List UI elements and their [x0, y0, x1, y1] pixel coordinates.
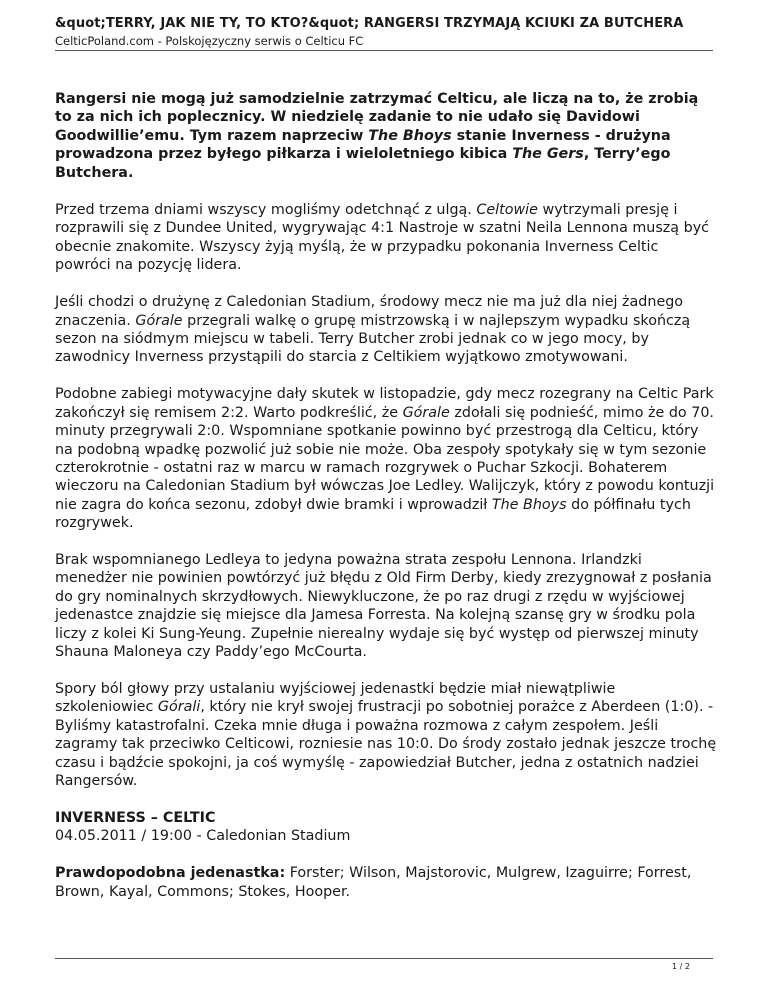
p1-text-a: Przed trzema dniami wszyscy mogliśmy odetchnąć z ulgą.: [55, 202, 477, 219]
header-divider: [55, 50, 713, 51]
lead-italic-2: The Gers: [512, 146, 584, 163]
match-title: INVERNESS – CELTIC: [55, 809, 216, 826]
lineup-players: Forster; Wilson, Majstorovic, Mulgrew, Izaguirre; Forrest, Brown, Kayal, Commons; Stokes, Hooper.: [55, 865, 692, 900]
p3-italic-2: The Bhoys: [491, 496, 567, 513]
match-info: [55, 809, 717, 846]
paragraph-4: [55, 551, 717, 661]
footer-divider: [55, 958, 713, 959]
article-lead: [55, 90, 717, 182]
page-title: &quot;TERRY, JAK NIE TY, TO KTO?&quot; RANGERSI TRZYMAJĄ KCIUKI ZA BUTCHERA: [55, 16, 684, 31]
article-body: [55, 90, 717, 920]
paragraph-2: [55, 293, 717, 367]
p1-text-b: wytrzymali presję i rozprawili się z Dundee United, wygrywając 4:1 Nastroje w szatni Neila Lennona muszą być obecnie znakomite. Wszyscy żyją myślą, że w przypadku pokonania Inverness Celtic powróci na pozycję lidera.: [55, 202, 710, 274]
p5-text-a: Spory ból głowy przy ustalaniu wyjściowej jedenastki będzie miał niewątpliwie szkoleniowiec: [55, 680, 616, 716]
lead-text-1: Rangersi nie mogą już samodzielnie zatrzymać Celticu, ale liczą na to, że zrobią to za nich ich poplecznicy. W niedzielę zadanie to nie udało się Davidowi Goodwillie’emu. Tym razem naprzeciw: [55, 91, 699, 144]
site-name: CelticPoland.com - Polskojęzyczny serwis o Celticu FC: [55, 34, 364, 48]
p3-italic: Górale: [402, 404, 450, 421]
p3-text-a: Podobne zabiegi motywacyjne dały skutek w listopadzie, gdy mecz rozegrany na Celtic Park zakończył się remisem 2:2. Warto podkreślić, że: [55, 386, 714, 421]
lead-text-3: , Terry’ego Butchera.: [55, 146, 671, 181]
page-header: [55, 15, 713, 49]
paragraph-1: [55, 201, 717, 275]
page-number: 1 / 2: [672, 962, 690, 971]
p2-italic: Górale: [135, 312, 183, 329]
match-details: 04.05.2011 / 19:00 - Caledonian Stadium: [55, 828, 351, 845]
p4-text: Brak wspomnianego Ledleya to jedyna poważna strata zespołu Lennona. Irlandzki menedżer nie powinien powtórzyć już błędu z Old Firm Derby, kiedy zrezygnował z posłania do gry nominalnych skrzydłowych. Niewykluczone, że po raz drugi z rzędu w wyjściowej jedenastce znajdzie się miejsce dla Jamesa Forresta. Na kolejną szansę gry w środku pola liczy z kolei Ki Sung-Yeung. Zupełnie nierealny wydaje się być występ od pierwszej minuty Shauna Maloneya czy Paddy’ego McCourta.: [55, 552, 712, 661]
paragraph-3: [55, 385, 717, 532]
p3-text-c: do półfinału tych rozgrywek.: [55, 496, 691, 532]
lineup-label: Prawdopodobna jedenastka:: [55, 865, 286, 882]
p1-italic: Celtowie: [476, 202, 538, 219]
lineup: [55, 864, 717, 901]
p5-italic: Górali: [157, 699, 201, 716]
paragraph-5: [55, 680, 717, 790]
lead-italic-1: The Bhoys: [368, 127, 452, 144]
p3-text-b: zdołali się podnieść, mimo że do 70. minuty przegrywali 2:0. Wspomniane spotkanie powinno być przestrogą dla Celticu, który na podobną wpadkę pozwolić już sobie nie może. Oba zespoły spotykały się w tym sezonie czterokrotnie - ostatni raz w marcu w ramach rozgrywek o Puchar Szkocji. Bohaterem wieczoru na Caledonian Stadium był wówczas Joe Ledley. Walijczyk, który z powodu kontuzji nie zagra do końca sezonu, zdobył dwie bramki i wprowadził: [55, 404, 715, 513]
p2-text-a: Jeśli chodzi o drużynę z Caledonian Stadium, środowy mecz nie ma już dla niej żadnego znaczenia.: [55, 294, 684, 329]
p5-text-b: , który nie krył swojej frustracji po sobotniej porażce z Aberdeen (1:0). - Byliśmy katastrofalni. Czeka mnie długa i poważna rozmowa z całym zespołem. Jeśli zagramy tak przeciwko Celticowi, rozniesie nas 10:0. Do środy zostało jednak jeszcze trochę czasu i bądźcie spokojni, ja coś wymyślę - zapowiedział Butcher, jedna z ostatnich nadziei Rangersów.: [55, 699, 717, 789]
lead-text-2: stanie Inverness - drużyna prowadzona przez byłego piłkarza i wieloletniego kibica: [55, 127, 671, 163]
p2-text-b: przegrali walkę o grupę mistrzowską i w najlepszym wypadku skończą sezon na siódmym miejscu w tabeli. Terry Butcher zrobi jednak co w jego mocy, by zawodnicy Inverness przystąpili do starcia z Celtikiem wyjątkowo zmotywowani.: [55, 312, 691, 366]
